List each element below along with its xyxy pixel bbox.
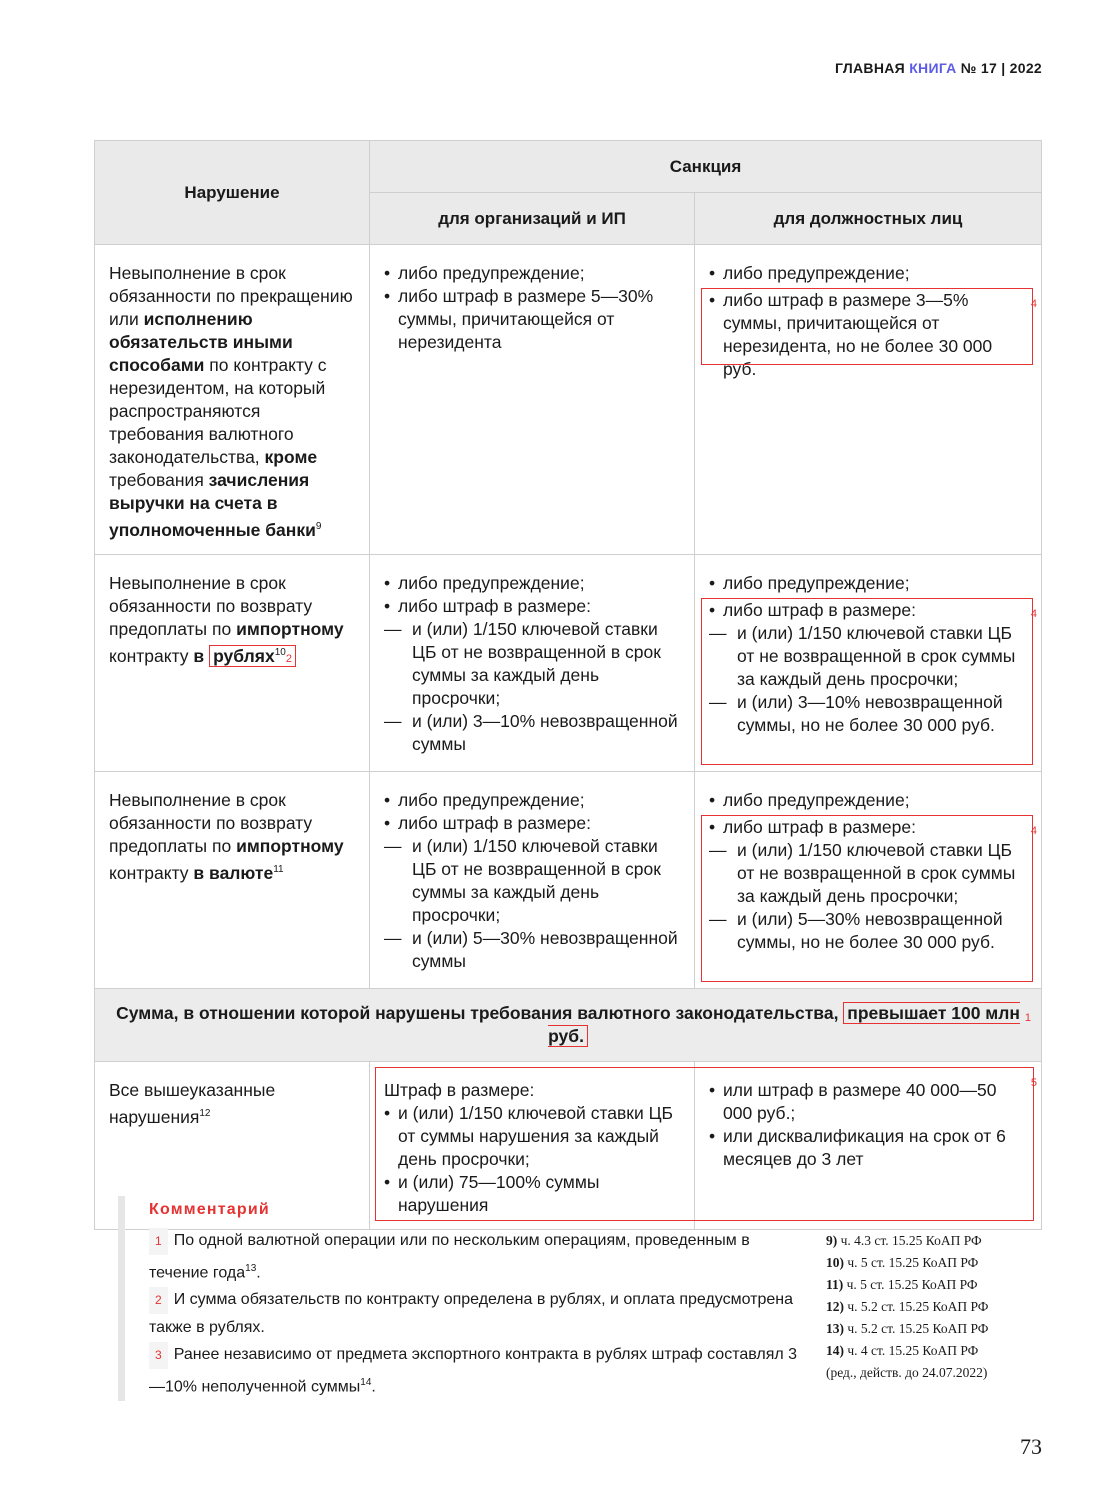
org-sanction-cell: Штраф в размере: • и (или) 1/150 ключевой ставки ЦБ от суммы нарушения за каждый день просрочки; • и (или) 75—100% суммы нарушения xyxy=(370,1061,695,1229)
page-number: 73 xyxy=(1020,1434,1042,1459)
official-sanction-cell: • или штраф в размере 40 000—50 000 руб.; • или дисквалификация на срок от 6 месяцев до 3 лет 5 xyxy=(695,1061,1042,1229)
official-sanction-cell: • либо предупреждение; • либо штраф в размере: — и (или) 1/150 ключевой ставки ЦБ от не возвращенной в срок суммы за каждый день просрочки; — и (или) 3—10% невозвращенной суммы, но не более 30 000 руб. 4 xyxy=(695,554,1042,771)
header-sanction: Санкция xyxy=(370,141,1042,193)
official-sanction-cell: • либо предупреждение; • либо штраф в размере: — и (или) 1/150 ключевой ставки ЦБ от не возвращенной в срок суммы за каждый день просрочки; — и (или) 5—30% невозвращенной суммы, но не более 30 000 руб. 4 xyxy=(695,771,1042,988)
comment-title: Комментарий xyxy=(149,1201,270,1218)
header-org: для организаций и ИП xyxy=(370,193,695,245)
highlight-mark: 4 xyxy=(1030,607,1038,620)
header-violation: Нарушение xyxy=(95,141,370,245)
footnote: 13) ч. 5.2 ст. 15.25 КоАП РФ xyxy=(826,1321,989,1336)
table-row xyxy=(95,771,1042,988)
footnote: 11) ч. 5 ст. 15.25 КоАП РФ xyxy=(826,1277,978,1292)
header-official: для должностных лиц xyxy=(695,193,1042,245)
highlight-box: превышает 100 млн руб. xyxy=(548,1002,1020,1046)
highlight-mark: 5 xyxy=(1030,1076,1038,1089)
footnote: 14) ч. 4 ст. 15.25 КоАП РФ xyxy=(826,1343,979,1358)
org-sanction-cell: • либо предупреждение; • либо штраф в размере: — и (или) 1/150 ключевой ставки ЦБ от не возвращенной в срок суммы за каждый день просрочки; — и (или) 3—10% невозвращенной суммы xyxy=(370,554,695,771)
org-sanction-cell: • либо предупреждение; • либо штраф в размере 5—30% суммы, причитающейся от нерезидента xyxy=(370,245,695,555)
highlight-box xyxy=(701,288,1033,365)
threshold-band: Сумма, в отношении которой нарушены требования валютного законодательства, превышает 100 млн руб. 1 xyxy=(95,988,1042,1061)
comment-item: 1 По одной валютной операции или по нескольким операциям, проведенным в течение года$^{13}$. xyxy=(149,1227,799,1286)
table-row xyxy=(95,554,1042,771)
highlight-box xyxy=(701,815,1033,982)
table-row xyxy=(95,245,1042,555)
footnote-extra: (ред., действ. до 24.07.2022) xyxy=(826,1365,988,1380)
footnote: 12) ч. 5.2 ст. 15.25 КоАП РФ xyxy=(826,1299,989,1314)
sanctions-table xyxy=(94,140,1042,1230)
violation-cell: Невыполнение в срок обязанности по возврату предоплаты по импортному контракту в валюте$^{11}$ xyxy=(95,771,370,988)
highlight-box xyxy=(701,598,1033,765)
comment-block xyxy=(118,1196,799,1401)
highlight-mark: 4 xyxy=(1030,298,1038,310)
violation-cell: Невыполнение в срок обязанности по прекращению или исполнению обязательств иными способами по контракту с нерезидентом, на который распространяются требования валютного законодательства, кроме требования зачисления выручки на счета в уполномоченные банки$^9$ xyxy=(95,245,370,555)
highlight-box: рублях$^{10}$2 xyxy=(209,645,296,667)
violation-cell: Все вышеуказанные нарушения$^{12}$ xyxy=(95,1061,370,1229)
footnotes xyxy=(826,1230,988,1384)
magazine-header: ГЛАВНАЯ КНИГА № 17 | 2022 xyxy=(834,60,1042,76)
violation-cell: Невыполнение в срок обязанности по возврату предоплаты по импортному контракту в рублях$^{10}$2 xyxy=(95,554,370,771)
org-sanction-cell: • либо предупреждение; • либо штраф в размере: — и (или) 1/150 ключевой ставки ЦБ от не возвращенной в срок суммы за каждый день просрочки; — и (или) 5—30% невозвращенной суммы xyxy=(370,771,695,988)
official-sanction-cell: • либо предупреждение; • либо штраф в размере 3—5% суммы, причитающейся от нерезидента, но не более 30 000 руб. 4 xyxy=(695,245,1042,555)
comment-item: 3 Ранее независимо от предмета экспортного контракта в рублях штраф составлял 3—10% неполученной суммы$^{14}$. xyxy=(149,1341,799,1400)
comment-item: 2 И сумма обязательств по контракту определена в рублях, и оплата предусмотрена также в рублях. xyxy=(149,1286,799,1341)
footnote: 9) ч. 4.3 ст. 15.25 КоАП РФ xyxy=(826,1233,982,1248)
highlight-mark: 1 xyxy=(1024,1011,1032,1024)
footnote: 10) ч. 5 ст. 15.25 КоАП РФ xyxy=(826,1255,979,1270)
highlight-mark: 4 xyxy=(1030,824,1038,837)
